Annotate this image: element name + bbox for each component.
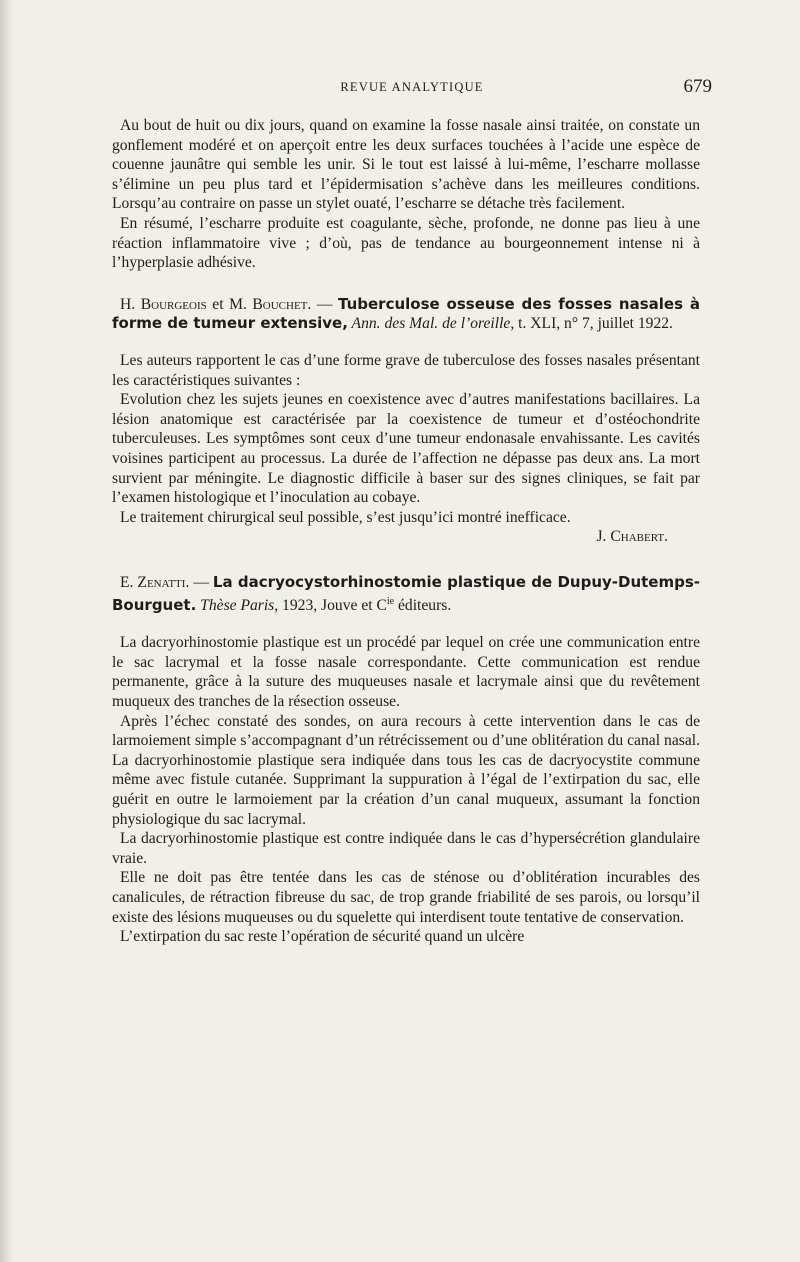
- entry-2-paragraph-2: Après l’échec constaté des sondes, on aura recours à cette intervention dans le cas de larmoiement simple s’accompagnant d’un rétrécissement ou d’une oblitération du canal nasal. La dacryorhinostomie plastique sera indiquée dans tous les cas de dacryocystite commune même avec fistule cutanée. Supprimant la suppuration à l’égal de l’extirpation du sac, elle guérit en outre le larmoiement par la création d’un canal muqueux, assumant la fonction physiologique du sac lacrymal.: [112, 712, 700, 828]
- entry-1-paragraph-3: Le traitement chirurgical seul possible, s’est jusqu’ici montré inefficace.: [120, 508, 571, 526]
- entry-1-journal: Ann. des Mal. de l’oreille,: [347, 315, 515, 333]
- page-number: 679: [683, 76, 712, 97]
- entry-1-signature: J. Chabert.: [596, 528, 668, 546]
- entry-1-author-1: Bourgeois: [140, 295, 207, 313]
- intro-paragraph-1: Au bout de huit ou dix jours, quand on examine la fosse nasale ainsi traitée, on constate un gonflement modéré et on aperçoit entre les deux surfaces touchées à l’acide une espèce de couenne jaunâtre qui semble les unir. Si le tout est laissé à lui-même, l’escharre mollasse s’élimine un peu plus tard et l’épidermisation s’achève dans les meilleures conditions. Lorsqu’au contraire on passe un stylet ouaté, l’escharre se détache très facilement.: [112, 117, 700, 213]
- intro-paragraph-2: En résumé, l’escharre produite est coagulante, sèche, profonde, ne donne pas lieu à une réaction inflammatoire vive ; d’où, pas de tendance au bourgeonnement intense ni à l’hyperplasie adhésive.: [112, 214, 700, 272]
- entry-2-reference-sup: ie: [386, 596, 395, 608]
- entry-2-paragraph-5: L’extirpation du sac reste l’opération de sécurité quand un ulcère: [120, 928, 525, 946]
- entry-1-author-prefix: H.: [120, 295, 141, 313]
- entry-1-spacer: [112, 334, 700, 351]
- page-binding-shadow: [0, 0, 14, 1262]
- entry-1-reference: t. XLI, n° 7, juillet 1922.: [514, 315, 673, 333]
- entry-1-author-conj: et M.: [206, 295, 253, 313]
- entry-1-paragraph-1: Les auteurs rapportent le cas d’une forme grave de tuberculose des fosses nasales présentant les caractéristiques suivantes :: [112, 351, 700, 389]
- entry-1-author-2: Bouchet: [252, 295, 308, 313]
- entry-2-spacer: [112, 616, 700, 633]
- review-entry-1: [112, 295, 700, 547]
- entry-1-heading: [112, 295, 700, 334]
- entry-1-paragraph-2: Evolution chez les sujets jeunes en coexistence avec d’autres manifestations bacillaires. La lésion anatomique est caractérisée par la coexistence de tumeur et d’ostéochondrite tuberculeuses. Les symptômes sont ceux d’une tumeur endonasale envahissante. Les cavités voisines participent au processus. La durée de l’affection ne dépasse pas deux ans. La mort survient par méningite. Le diagnostic difficile à baser sur des signes cliniques, se fait par l’examen histologique et l’inoculation au cobaye.: [112, 391, 700, 507]
- entry-2-dash: . —: [185, 573, 213, 591]
- entry-1-dash: . —: [307, 295, 338, 313]
- entry-2-reference: 1923, Jouve et C: [278, 597, 387, 615]
- entry-2-thesis: Thèse Paris,: [196, 597, 279, 615]
- running-title: REVUE ANALYTIQUE: [340, 80, 484, 94]
- entry-2-heading: [112, 573, 700, 616]
- entry-2-author: Zenatti: [137, 573, 186, 591]
- entry-2-author-prefix: E.: [120, 573, 138, 591]
- entry-2-paragraph-3: La dacryorhinostomie plastique est contre indiquée dans le cas d’hypersécrétion glandulaire vraie.: [112, 830, 700, 867]
- entry-2-title: La dacryocystorhinostomie plastique de Dupuy-Dutemps-Bourguet.: [112, 572, 700, 615]
- page-content: [112, 116, 700, 947]
- review-entry-2: [112, 573, 700, 947]
- entry-2-reference-end: éditeurs.: [394, 597, 452, 615]
- entry-1-signature-row: [112, 527, 700, 547]
- entry-2-paragraph-4: Elle ne doit pas être tentée dans les cas de sténose ou d’oblitération incurables des canalicules, de rétraction fibreuse du sac, de trop grande friabilité de ses parois, ou lorsqu’il existe des lésions muqueuses ou du squelette qui interdisent toute tentative de conservation.: [112, 869, 700, 926]
- entry-1-title: Tuberculose osseuse des fosses nasales à forme de tumeur extensive,: [112, 294, 700, 333]
- page-header: [112, 76, 712, 100]
- entry-2-paragraph-1: La dacryorhinostomie plastique est un procédé par lequel on crée une communication entre le sac lacrymal et la fosse nasale correspondante. Cette communication est rendue permanente, grâce à la suture des muqueuses nasale et lacrymale ainsi que du revêtement muqueux des tranches de la résection osseuse.: [112, 634, 700, 711]
